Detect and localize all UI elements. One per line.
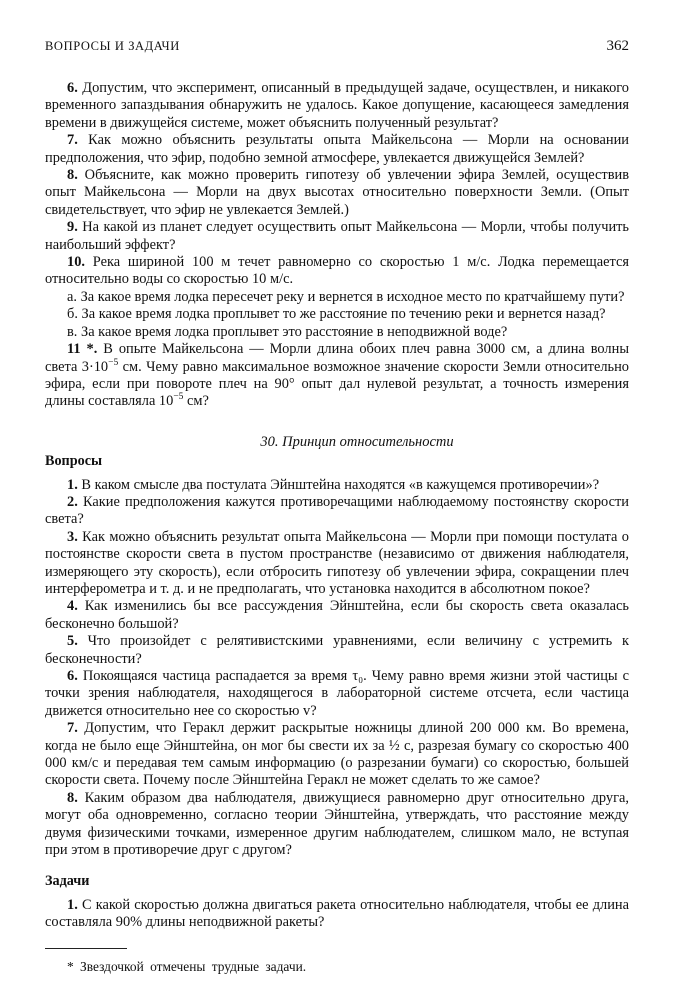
question-item: 1. В каком смысле два постулата Эйнштейна находятся «в кажущемся противоречии»? (67, 476, 600, 493)
problem-item: 7. Как можно объяснить результаты опыта Майкельсона — Морли на основании предположения, что эфир, подобно земной атмосфере, увлекается движущейся Землей? (45, 132, 629, 166)
footnote: * Звездочкой отмечены трудные задачи. (67, 958, 307, 974)
problem-item: 6. Допустим, что эксперимент, описанный в предыдущей задаче, осуществлен, и никакого временного запаздывания обнаружить не удалось. Какое допущение, касающееся замедления времени в движущейся системе, может объяснить полученный результат? (45, 80, 629, 131)
problem-subitem: б. За какое время лодка проплывет то же расстояние по течению реки и вернется назад? (67, 306, 606, 323)
question-item: 2. Какие предположения кажутся противоречащими наблюдаемому постоянству скорости света? (45, 493, 629, 528)
section-title: 30. Принцип относительности (260, 433, 454, 450)
problem-item: 8. Объясните, как можно проверить гипотезу об увлечении эфира Землей, осуществив опыт Майкельсона — Морли на двух высотах относительно поверхности Земли. (Опыт свидетельствует, что эфир не увлекается Землей.) (45, 167, 629, 218)
problems-heading: Задачи (45, 873, 90, 890)
question-item: 7. Допустим, что Геракл держит раскрытые ножницы длиной 200 000 км. Во времена, когда не было еще Эйнштейна, он мог бы свести их за ½ с, разрезая бумагу со скоростью 400 000 км/с и передавая тем самым информацию (о разрезании бумаги) со скоростью, большей скорости света. Почему после Эйнштейна Геракл не может сделать то же самое? (45, 720, 629, 789)
problem-item: 1. С какой скоростью должна двигаться ракета относительно наблюдателя, чтобы ее длина составляла 90% длины неподвижной ракеты? (45, 896, 629, 931)
questions-heading: Вопросы (45, 453, 103, 470)
problem-item: 11 *. В опыте Майкельсона — Морли длина обоих плеч равна 3000 см, а длина волны света $3\cdot 10^{-5}$ см. Чему равно максимальное возможное значение скорости Земли относительно эфира, если при повороте плеч на 90° опыт дал нулевой результат, а точность измерения длины составляла $10^{-5}$ см? (45, 341, 629, 410)
running-head (45, 38, 629, 60)
page-number: 362 (606, 38, 629, 54)
book-page (45, 38, 629, 975)
question-item: 6. Покоящаяся частица распадается за время τ₀. Чему равно время жизни этой частицы с точки зрения наблюдателя, находящегося в лабораторной системе отсчета, если частица движется относительно нее со скоростью v? (45, 668, 629, 719)
running-head-title: ВОПРОСЫ И ЗАДАЧИ (45, 39, 180, 53)
footnote-divider (45, 948, 127, 949)
problem-item: 10. Река шириной 100 м течет равномерно со скоростью 1 м/с. Лодка перемещается относительно воды со скоростью 10 м/с. (45, 254, 629, 288)
problem-item: 9. На какой из планет следует осуществить опыт Майкельсона — Морли, чтобы получить наибольший эффект? (45, 219, 629, 253)
question-item: 5. Что произойдет с релятивистскими уравнениями, если величину c устремить к бесконечности? (45, 633, 629, 667)
question-item: 3. Как можно объяснить результат опыта Майкельсона — Морли при помощи постулата о постоянстве скорости света в пустом пространстве (независимо от движения наблюдателя, измеряющего эту скорость), если отбросить гипотезу об увлечении эфира, сокращении плеч интерферометра и т. д. и не предполагать, что установка находится в абсолютном покое? (45, 528, 629, 597)
question-item: 8. Каким образом два наблюдателя, движущиеся равномерно друг относительно друга, могут оба одновременно, согласно теории Эйнштейна, утверждать, что расстояние между двумя физическими точками, измеренное другим наблюдателем, слишком мало, не вступая при этом в противоречие друг с другом? (45, 789, 629, 859)
problem-subitem: а. За какое время лодка пересечет реку и вернется в исходное место по кратчайшему пути? (67, 288, 625, 305)
page-body (45, 80, 629, 975)
problem-subitem: в. За какое время лодка проплывет это расстояние в неподвижной воде? (67, 323, 508, 340)
question-item: 4. Как изменились бы все рассуждения Эйнштейна, если бы скорость света оказалась бесконечно большой? (45, 598, 629, 632)
